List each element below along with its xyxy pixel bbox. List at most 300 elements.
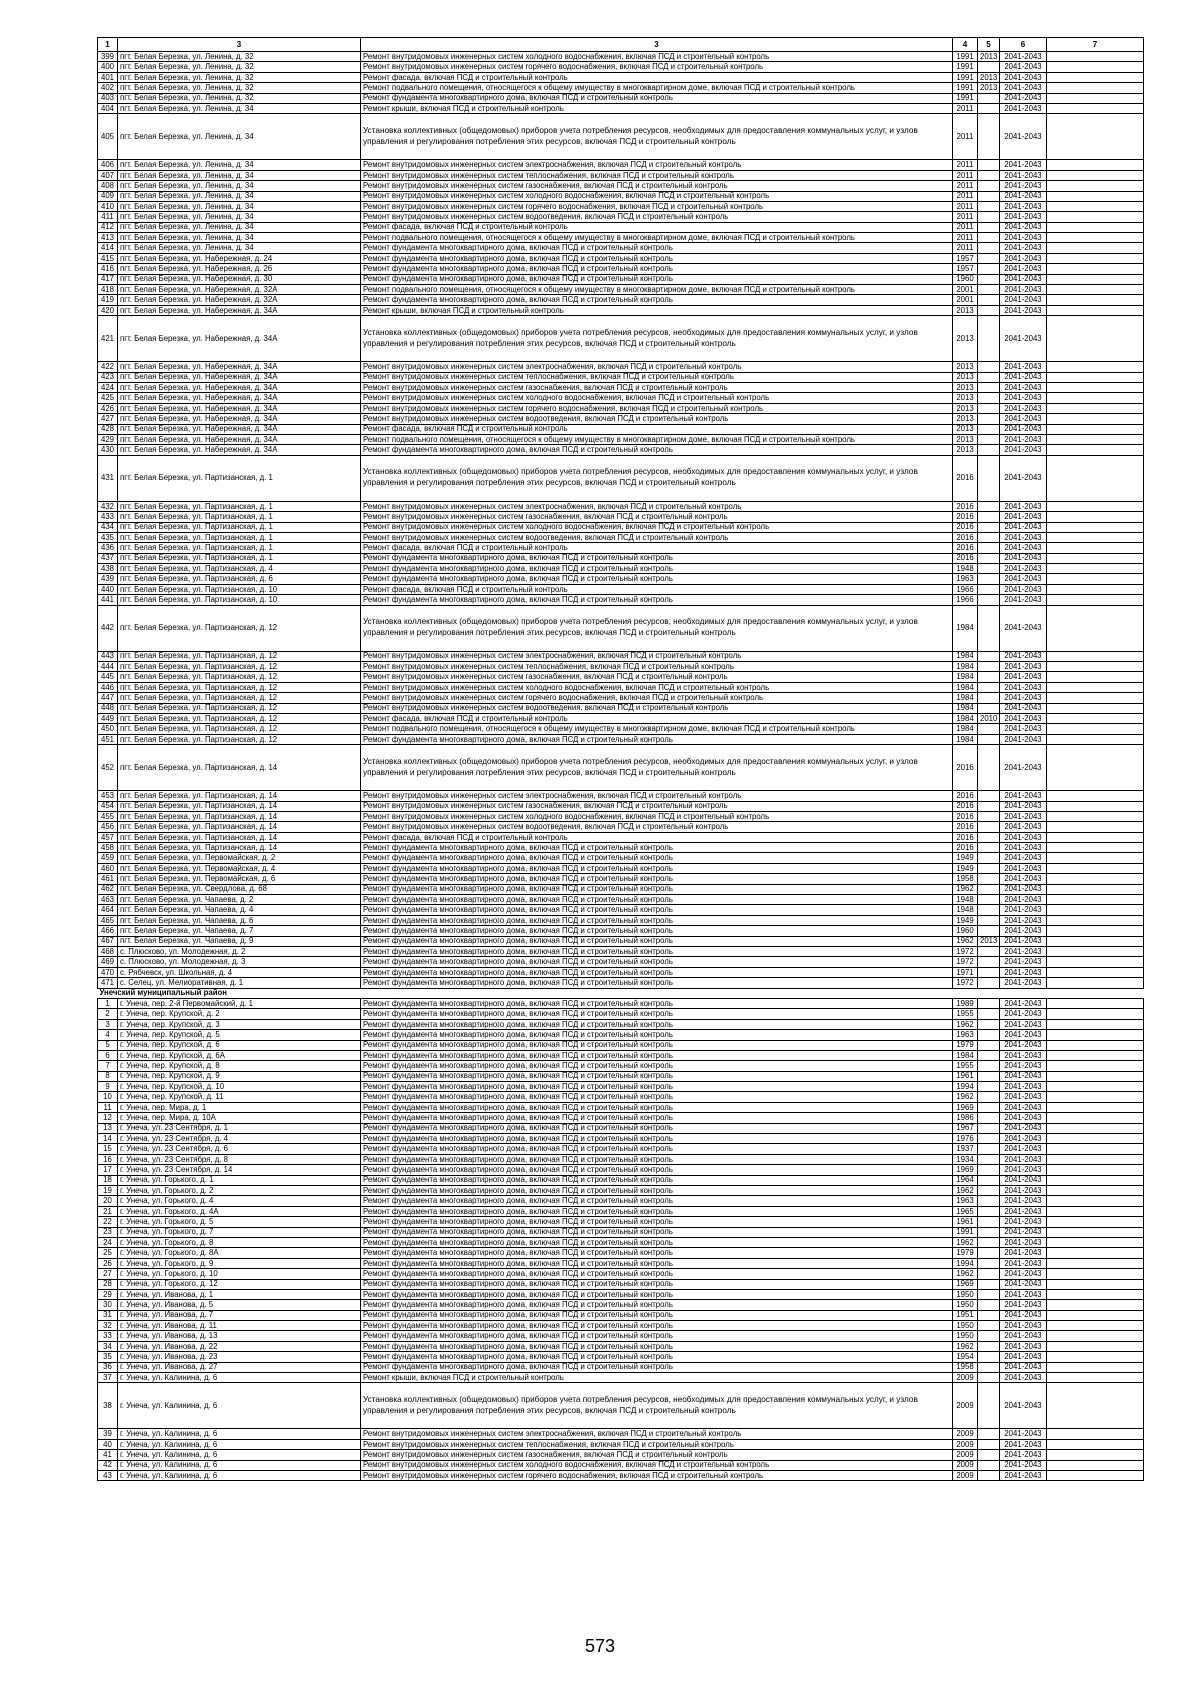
row-address: г. Унеча, ул. Калинина, д. 6 [118,1470,361,1480]
row-planned-period: 2041-2043 [1000,1030,1047,1040]
table-row [98,1217,1144,1227]
row-column-7 [1047,372,1144,382]
row-column-7 [1047,191,1144,201]
row-address: г. Унеча, пер. Крупской, д. 3 [118,1019,361,1029]
row-year-built: 1937 [953,1144,978,1154]
row-column-7 [1047,253,1144,263]
row-number: 420 [98,305,118,315]
row-last-repair [978,285,1000,295]
column-header-planned-period: 6 [1000,38,1047,52]
row-last-repair [978,863,1000,873]
row-planned-period: 2041-2043 [1000,693,1047,703]
table-row [98,362,1144,372]
row-column-7 [1047,1429,1144,1439]
row-last-repair [978,1470,1000,1480]
row-year-built: 1964 [953,1175,978,1185]
table-row [98,1019,1144,1029]
row-address: г. Унеча, ул. Иванова, д. 23 [118,1352,361,1362]
row-address: пгт. Белая Березка, ул. Ленина, д. 34 [118,212,361,222]
row-planned-period: 2041-2043 [1000,103,1047,113]
row-planned-period: 2041-2043 [1000,651,1047,661]
row-column-7 [1047,532,1144,542]
row-number: 6 [98,1050,118,1060]
row-address: пгт. Белая Березка, ул. Партизанская, д. 12 [118,724,361,734]
row-column-7 [1047,1300,1144,1310]
row-number: 434 [98,522,118,532]
row-year-built: 1960 [953,274,978,284]
row-year-built: 1948 [953,905,978,915]
section-row [98,988,1144,998]
row-last-repair [978,1144,1000,1154]
row-address: пгт. Белая Березка, ул. Партизанская, д. 10 [118,595,361,605]
row-work: Ремонт фундамента многоквартирного дома, включая ПСД и строительный контроль [361,1279,953,1289]
table-row [98,1269,1144,1279]
row-planned-period: 2041-2043 [1000,1310,1047,1320]
row-work: Ремонт фундамента многоквартирного дома, включая ПСД и строительный контроль [361,1258,953,1268]
row-column-7 [1047,62,1144,72]
row-planned-period: 2041-2043 [1000,713,1047,723]
row-planned-period: 2041-2043 [1000,1196,1047,1206]
row-year-built: 1972 [953,947,978,957]
row-column-7 [1047,853,1144,863]
row-number: 424 [98,382,118,392]
table-row [98,512,1144,522]
row-address: г. Унеча, ул. Иванова, д. 22 [118,1341,361,1351]
table-row [98,1206,1144,1216]
row-number: 421 [98,316,118,362]
row-address: пгт. Белая Березка, ул. Партизанская, д. 14 [118,745,361,791]
row-planned-period: 2041-2043 [1000,83,1047,93]
row-number: 37 [98,1373,118,1383]
row-planned-period: 2041-2043 [1000,52,1047,62]
row-column-7 [1047,1289,1144,1299]
table-row [98,874,1144,884]
row-work: Ремонт фасада, включая ПСД и строительный контроль [361,222,953,232]
row-year-built: 1991 [953,83,978,93]
row-work: Ремонт фундамента многоквартирного дома, включая ПСД и строительный контроль [361,1102,953,1112]
row-number: 408 [98,181,118,191]
row-number: 469 [98,957,118,967]
row-year-built: 1962 [953,1237,978,1247]
row-address: г. Унеча, пер. Крупской, д. 11 [118,1092,361,1102]
row-column-7 [1047,584,1144,594]
row-year-built: 2001 [953,295,978,305]
row-address: г. Унеча, ул. 23 Сентября, д. 4 [118,1134,361,1144]
row-number: 462 [98,884,118,894]
row-number: 452 [98,745,118,791]
row-last-repair [978,905,1000,915]
row-planned-period: 2041-2043 [1000,947,1047,957]
row-number: 435 [98,532,118,542]
row-last-repair [978,264,1000,274]
row-last-repair [978,734,1000,744]
row-year-built: 1962 [953,936,978,946]
row-work: Ремонт фундамента многоквартирного дома, включая ПСД и строительный контроль [361,1217,953,1227]
row-number: 447 [98,693,118,703]
row-last-repair [978,947,1000,957]
row-number: 417 [98,274,118,284]
row-planned-period: 2041-2043 [1000,170,1047,180]
row-last-repair [978,682,1000,692]
row-planned-period: 2041-2043 [1000,574,1047,584]
row-column-7 [1047,170,1144,180]
row-number: 32 [98,1321,118,1331]
table-row [98,662,1144,672]
row-column-7 [1047,1310,1144,1320]
table-row [98,947,1144,957]
row-column-7 [1047,1279,1144,1289]
row-work: Ремонт фундамента многоквартирного дома, включая ПСД и строительный контроль [361,1362,953,1372]
row-number: 464 [98,905,118,915]
table-row [98,1341,1144,1351]
row-last-repair: 2013 [978,52,1000,62]
row-work: Ремонт внутридомовых инженерных систем холодного водоснабжения, включая ПСД и строительный контроль [361,191,953,201]
table-row [98,1352,1144,1362]
row-work: Ремонт фундамента многоквартирного дома, включая ПСД и строительный контроль [361,1331,953,1341]
row-work: Ремонт фундамента многоквартирного дома, включая ПСД и строительный контроль [361,574,953,584]
table-row [98,957,1144,967]
row-number: 443 [98,651,118,661]
row-year-built: 2013 [953,393,978,403]
row-planned-period: 2041-2043 [1000,1009,1047,1019]
row-address: пгт. Белая Березка, ул. Набережная, д. 34А [118,414,361,424]
row-year-built: 1986 [953,1113,978,1123]
row-planned-period: 2041-2043 [1000,672,1047,682]
row-planned-period: 2041-2043 [1000,734,1047,744]
row-work: Ремонт внутридомовых инженерных систем горячего водоснабжения, включая ПСД и строительный контроль [361,62,953,72]
row-number: 17 [98,1165,118,1175]
row-address: г. Унеча, ул. Горького, д. 10 [118,1269,361,1279]
row-planned-period: 2041-2043 [1000,362,1047,372]
row-last-repair [978,662,1000,672]
row-address: пгт. Белая Березка, ул. Партизанская, д. 10 [118,584,361,594]
row-year-built: 1950 [953,1300,978,1310]
row-address: г. Унеча, пер. Крупской, д. 2 [118,1009,361,1019]
table-row [98,1450,1144,1460]
row-number: 10 [98,1092,118,1102]
register-sheet [97,37,1143,1481]
row-work: Ремонт внутридомовых инженерных систем холодного водоснабжения, включая ПСД и строительный контроль [361,1460,953,1470]
column-header-7: 7 [1047,38,1144,52]
row-number: 451 [98,734,118,744]
row-column-7 [1047,1439,1144,1449]
row-last-repair [978,1206,1000,1216]
table-row [98,1061,1144,1071]
table-row [98,424,1144,434]
row-year-built: 1984 [953,605,978,651]
row-year-built: 2016 [953,455,978,501]
row-year-built: 2016 [953,843,978,853]
table-row [98,72,1144,82]
row-address: пгт. Белая Березка, ул. Партизанская, д. 12 [118,693,361,703]
table-row [98,414,1144,424]
row-address: г. Унеча, пер. Мира, д. 10А [118,1113,361,1123]
row-number: 461 [98,874,118,884]
row-address: г. Унеча, ул. Иванова, д. 11 [118,1321,361,1331]
row-planned-period: 2041-2043 [1000,1300,1047,1310]
row-address: пгт. Белая Березка, ул. Ленина, д. 32 [118,72,361,82]
table-row [98,734,1144,744]
table-row [98,253,1144,263]
row-last-repair [978,1061,1000,1071]
row-column-7 [1047,1217,1144,1227]
row-planned-period: 2041-2043 [1000,853,1047,863]
row-last-repair [978,274,1000,284]
row-number: 423 [98,372,118,382]
row-planned-period: 2041-2043 [1000,1269,1047,1279]
row-planned-period: 2041-2043 [1000,811,1047,821]
row-last-repair: 2013 [978,83,1000,93]
row-last-repair [978,295,1000,305]
row-address: г. Унеча, ул. Горького, д. 9 [118,1258,361,1268]
table-row [98,1082,1144,1092]
table-row [98,170,1144,180]
row-last-repair [978,574,1000,584]
row-work: Ремонт внутридомовых инженерных систем теплоснабжения, включая ПСД и строительный контроль [361,662,953,672]
row-planned-period: 2041-2043 [1000,905,1047,915]
row-year-built: 1984 [953,734,978,744]
row-work: Ремонт внутридомовых инженерных систем холодного водоснабжения, включая ПСД и строительный контроль [361,811,953,821]
row-year-built: 1966 [953,595,978,605]
row-number: 23 [98,1227,118,1237]
row-address: пгт. Белая Березка, ул. Набережная, д. 34А [118,362,361,372]
row-planned-period: 2041-2043 [1000,724,1047,734]
row-planned-period: 2041-2043 [1000,1352,1047,1362]
row-address: пгт. Белая Березка, ул. Партизанская, д. 6 [118,574,361,584]
row-number: 399 [98,52,118,62]
row-year-built: 2013 [953,403,978,413]
row-planned-period: 2041-2043 [1000,532,1047,542]
row-number: 30 [98,1300,118,1310]
row-last-repair [978,967,1000,977]
table-row [98,574,1144,584]
row-work: Ремонт фундамента многоквартирного дома, включая ПСД и строительный контроль [361,1237,953,1247]
row-year-built: 1957 [953,253,978,263]
row-last-repair [978,801,1000,811]
row-year-built: 1966 [953,584,978,594]
row-planned-period: 2041-2043 [1000,967,1047,977]
row-number: 406 [98,160,118,170]
row-number: 431 [98,455,118,501]
row-last-repair [978,522,1000,532]
table-row [98,191,1144,201]
row-work: Ремонт подвального помещения, относящегося к общему имуществу в многоквартирном доме, включая ПСД и строительный контроль [361,724,953,734]
row-column-7 [1047,1373,1144,1383]
row-number: 412 [98,222,118,232]
row-number: 21 [98,1206,118,1216]
table-row [98,181,1144,191]
table-row [98,1134,1144,1144]
row-last-repair [978,978,1000,988]
row-last-repair [978,1279,1000,1289]
row-address: г. Унеча, ул. Иванова, д. 1 [118,1289,361,1299]
row-planned-period: 2041-2043 [1000,1050,1047,1060]
row-planned-period: 2041-2043 [1000,1175,1047,1185]
row-planned-period: 2041-2043 [1000,1185,1047,1195]
row-work: Ремонт фундамента многоквартирного дома, включая ПСД и строительный контроль [361,1227,953,1237]
row-column-7 [1047,791,1144,801]
row-address: с. Плюсково, ул. Молодежная, д. 3 [118,957,361,967]
row-year-built: 1994 [953,1258,978,1268]
table-row [98,1362,1144,1372]
row-work: Ремонт фундамента многоквартирного дома, включая ПСД и строительный контроль [361,1341,953,1351]
table-row [98,1383,1144,1429]
row-number: 455 [98,811,118,821]
row-column-7 [1047,212,1144,222]
row-work: Ремонт внутридомовых инженерных систем газоснабжения, включая ПСД и строительный контроль [361,801,953,811]
column-header-number: 1 [98,38,118,52]
row-work: Ремонт фундамента многоквартирного дома, включая ПСД и строительный контроль [361,947,953,957]
row-number: 432 [98,501,118,511]
row-planned-period: 2041-2043 [1000,201,1047,211]
row-column-7 [1047,1185,1144,1195]
row-work: Ремонт фасада, включая ПСД и строительный контроль [361,543,953,553]
row-planned-period: 2041-2043 [1000,93,1047,103]
table-row [98,445,1144,455]
table-row [98,1185,1144,1195]
row-year-built: 1949 [953,915,978,925]
row-planned-period: 2041-2043 [1000,1040,1047,1050]
row-year-built: 1949 [953,863,978,873]
row-last-repair [978,895,1000,905]
row-work: Ремонт внутридомовых инженерных систем электроснабжения, включая ПСД и строительный контроль [361,362,953,372]
row-column-7 [1047,662,1144,672]
row-column-7 [1047,843,1144,853]
row-planned-period: 2041-2043 [1000,543,1047,553]
row-address: пгт. Белая Березка, ул. Набережная, д. 34А [118,382,361,392]
table-row [98,222,1144,232]
row-number: 25 [98,1248,118,1258]
table-row [98,403,1144,413]
row-number: 436 [98,543,118,553]
row-number: 427 [98,414,118,424]
row-last-repair [978,1429,1000,1439]
row-planned-period: 2041-2043 [1000,1102,1047,1112]
row-planned-period: 2041-2043 [1000,285,1047,295]
table-row [98,295,1144,305]
row-last-repair [978,1269,1000,1279]
row-work: Ремонт фундамента многоквартирного дома, включая ПСД и строительный контроль [361,1019,953,1029]
row-last-repair [978,957,1000,967]
row-address: пгт. Белая Березка, ул. Первомайская, д. 4 [118,863,361,873]
row-year-built: 2013 [953,372,978,382]
row-work: Установка коллективных (общедомовых) приборов учета потребления ресурсов, необходимых для предоставления коммунальных услуг, и узлов управления и регулирования потребления этих ресурсов, включая ПСД и строительный контроль [361,114,953,160]
row-last-repair [978,1362,1000,1372]
row-column-7 [1047,160,1144,170]
row-year-built: 2016 [953,512,978,522]
row-column-7 [1047,414,1144,424]
table-row [98,83,1144,93]
row-column-7 [1047,1113,1144,1123]
row-last-repair: 2013 [978,72,1000,82]
row-last-repair [978,1321,1000,1331]
row-last-repair [978,1310,1000,1320]
row-last-repair [978,382,1000,392]
row-work: Ремонт фундамента многоквартирного дома, включая ПСД и строительный контроль [361,1144,953,1154]
row-work: Ремонт внутридомовых инженерных систем теплоснабжения, включая ПСД и строительный контроль [361,170,953,180]
row-number: 419 [98,295,118,305]
row-work: Ремонт фундамента многоквартирного дома, включая ПСД и строительный контроль [361,1082,953,1092]
table-row [98,895,1144,905]
row-work: Ремонт внутридомовых инженерных систем холодного водоснабжения, включая ПСД и строительный контроль [361,682,953,692]
row-number: 27 [98,1269,118,1279]
column-header-row [98,38,1144,52]
row-year-built: 2016 [953,543,978,553]
row-number: 426 [98,403,118,413]
table-row [98,853,1144,863]
row-address: пгт. Белая Березка, ул. Партизанская, д. 12 [118,734,361,744]
row-work: Ремонт фундамента многоквартирного дома, включая ПСД и строительный контроль [361,1071,953,1081]
row-last-repair [978,1289,1000,1299]
row-planned-period: 2041-2043 [1000,253,1047,263]
row-year-built: 1962 [953,1019,978,1029]
row-number: 33 [98,1331,118,1341]
row-number: 442 [98,605,118,651]
row-last-repair [978,170,1000,180]
row-last-repair [978,1227,1000,1237]
table-row [98,745,1144,791]
row-last-repair [978,1373,1000,1383]
row-number: 422 [98,362,118,372]
row-last-repair [978,212,1000,222]
row-year-built: 2009 [953,1383,978,1429]
table-row [98,978,1144,988]
table-row [98,1331,1144,1341]
row-number: 471 [98,978,118,988]
table-row [98,1196,1144,1206]
section-title: Унечский муниципальный район [98,988,1144,998]
row-number: 453 [98,791,118,801]
row-column-7 [1047,1071,1144,1081]
row-number: 26 [98,1258,118,1268]
row-planned-period: 2041-2043 [1000,1321,1047,1331]
row-address: г. Унеча, ул. Горького, д. 12 [118,1279,361,1289]
row-number: 31 [98,1310,118,1320]
row-planned-period: 2041-2043 [1000,1134,1047,1144]
table-row [98,791,1144,801]
row-column-7 [1047,1248,1144,1258]
row-number: 456 [98,822,118,832]
row-last-repair [978,403,1000,413]
row-planned-period: 2041-2043 [1000,682,1047,692]
row-column-7 [1047,1154,1144,1164]
row-address: пгт. Белая Березка, ул. Набережная, д. 34А [118,434,361,444]
row-last-repair [978,791,1000,801]
row-column-7 [1047,703,1144,713]
row-column-7 [1047,1050,1144,1060]
row-work: Ремонт внутридомовых инженерных систем электроснабжения, включая ПСД и строительный контроль [361,1429,953,1439]
row-work: Ремонт внутридомовых инженерных систем горячего водоснабжения, включая ПСД и строительный контроль [361,693,953,703]
row-column-7 [1047,874,1144,884]
row-address: г. Унеча, ул. Калинина, д. 6 [118,1450,361,1460]
row-address: г. Унеча, ул. Иванова, д. 13 [118,1331,361,1341]
row-work: Ремонт внутридомовых инженерных систем горячего водоснабжения, включая ПСД и строительный контроль [361,201,953,211]
row-work: Ремонт внутридомовых инженерных систем электроснабжения, включая ПСД и строительный контроль [361,791,953,801]
row-last-repair [978,832,1000,842]
row-year-built: 2016 [953,832,978,842]
row-work: Ремонт внутридомовых инженерных систем газоснабжения, включая ПСД и строительный контроль [361,1450,953,1460]
row-number: 413 [98,233,118,243]
row-year-built: 2016 [953,822,978,832]
row-column-7 [1047,672,1144,682]
row-work: Ремонт подвального помещения, относящегося к общему имуществу в многоквартирном доме, включая ПСД и строительный контроль [361,233,953,243]
row-work: Ремонт фундамента многоквартирного дома, включая ПСД и строительный контроль [361,1310,953,1320]
row-number: 457 [98,832,118,842]
row-year-built: 1963 [953,574,978,584]
row-address: пгт. Белая Березка, ул. Партизанская, д. 1 [118,455,361,501]
row-year-built: 1984 [953,724,978,734]
row-column-7 [1047,233,1144,243]
